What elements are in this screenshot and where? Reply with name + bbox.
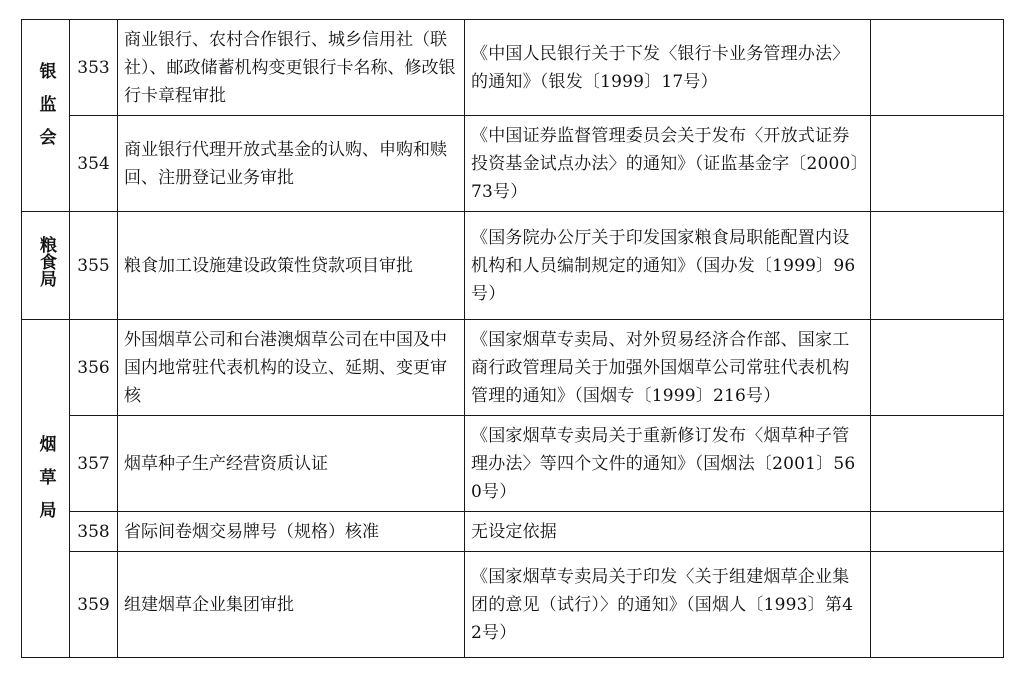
department-cell: [22, 320, 70, 658]
item-number: 358: [70, 512, 118, 552]
notes-cell: [871, 212, 1004, 320]
department-name: 银监会: [35, 61, 56, 161]
item-name: 省际间卷烟交易牌号（规格）核准: [118, 512, 465, 552]
item-name: 商业银行、农村合作银行、城乡信用社（联社）、邮政储蓄机构变更银行卡名称、修改银行卡章程审批: [118, 20, 465, 116]
item-name: 外国烟草公司和台港澳烟草公司在中国及中国内地常驻代表机构的设立、延期、变更审核: [118, 320, 465, 416]
item-number: 353: [70, 20, 118, 116]
table-row: [22, 116, 1004, 212]
approval-items-table: [21, 19, 1004, 658]
notes-cell: [871, 116, 1004, 212]
department-name: 烟草局: [35, 434, 56, 534]
notes-cell: [871, 320, 1004, 416]
item-number: 354: [70, 116, 118, 212]
table-row: [22, 552, 1004, 658]
notes-cell: [871, 552, 1004, 658]
item-number: 356: [70, 320, 118, 416]
legal-basis: 《国家烟草专卖局关于印发〈关于组建烟草企业集团的意见（试行）〉的通知》（国烟人〔1993〕第42号）: [465, 552, 871, 658]
table-row: [22, 212, 1004, 320]
legal-basis: 《国家烟草专卖局、对外贸易经济合作部、国家工商行政管理局关于加强外国烟草公司常驻代表机构管理的通知》（国烟专〔1999〕216号）: [465, 320, 871, 416]
notes-cell: [871, 512, 1004, 552]
item-number: 357: [70, 416, 118, 512]
notes-cell: [871, 416, 1004, 512]
notes-cell: [871, 20, 1004, 116]
item-name: 组建烟草企业集团审批: [118, 552, 465, 658]
table-row: [22, 320, 1004, 416]
item-name: 粮食加工设施建设政策性贷款项目审批: [118, 212, 465, 320]
item-number: 359: [70, 552, 118, 658]
table-row: [22, 512, 1004, 552]
legal-basis: 无设定依据: [465, 512, 871, 552]
table-row: [22, 416, 1004, 512]
item-name: 烟草种子生产经营资质认证: [118, 416, 465, 512]
legal-basis: 《国家烟草专卖局关于重新修订发布〈烟草种子管理办法〉等四个文件的通知》（国烟法〔2001〕560号）: [465, 416, 871, 512]
table-row: [22, 20, 1004, 116]
department-cell: [22, 212, 70, 320]
item-name: 商业银行代理开放式基金的认购、申购和赎回、注册登记业务审批: [118, 116, 465, 212]
legal-basis: 《国务院办公厅关于印发国家粮食局职能配置内设机构和人员编制规定的通知》（国办发〔1999〕96号）: [465, 212, 871, 320]
department-name: 粮食局: [36, 235, 56, 287]
item-number: 355: [70, 212, 118, 320]
legal-basis: 《中国证券监督管理委员会关于发布〈开放式证券投资基金试点办法〉的通知》（证监基金字〔2000〕73号）: [465, 116, 871, 212]
department-cell: [22, 20, 70, 212]
legal-basis: 《中国人民银行关于下发〈银行卡业务管理办法〉的通知》（银发〔1999〕17号）: [465, 20, 871, 116]
